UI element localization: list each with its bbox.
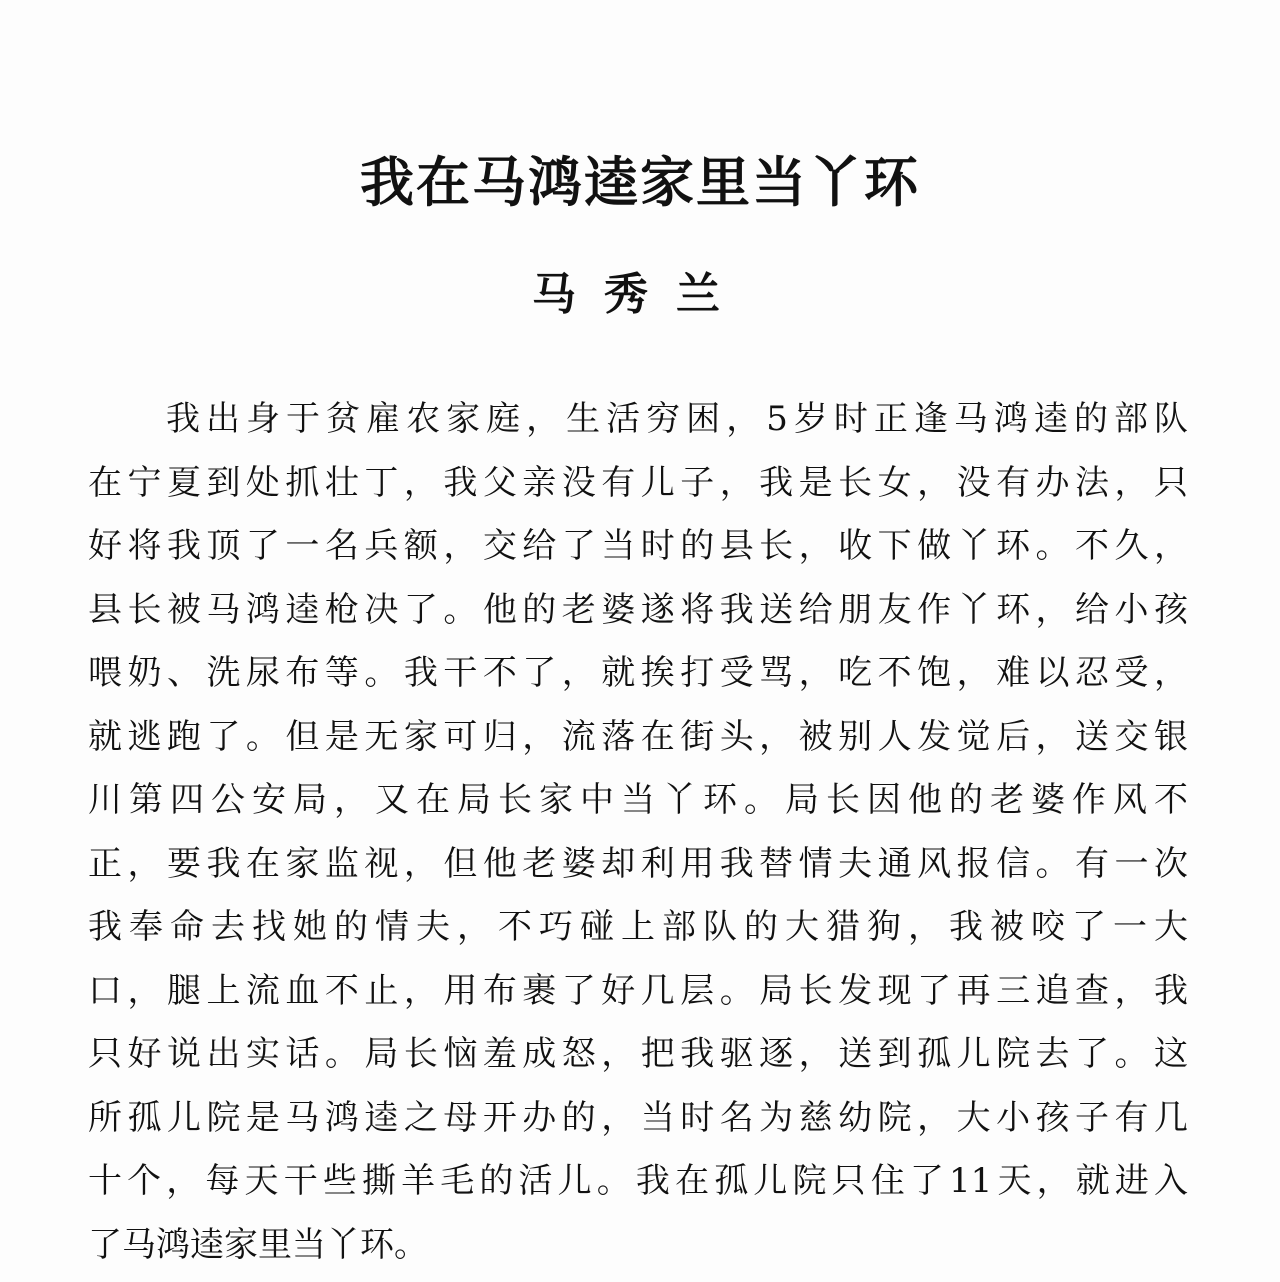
article-title: 我在马鸿逵家里当丫环 <box>360 150 920 214</box>
paragraph-line: 正，要我在家监视，但他老婆却利用我替情夫通风报信。有一次 <box>88 843 1188 884</box>
paragraph-line: 口，腿上流血不止，用布裹了好几层。局长发现了再三追查，我 <box>88 970 1188 1011</box>
author-name: 马秀兰 <box>532 269 748 320</box>
article-body <box>88 388 1188 1277</box>
paragraph-line: 川第四公安局，又在局长家中当丫环。局长因他的老婆作风不 <box>88 780 1188 820</box>
paragraph-line: 只好说出实话。局长恼羞成怒，把我驱逐，送到孤儿院去了。这 <box>88 1034 1188 1074</box>
paragraph-line: 喂奶、洗尿布等。我干不了，就挨打受骂，吃不饱，难以忍受， <box>88 653 1188 693</box>
paragraph-line: 十个，每天干些撕羊毛的活儿。我在孤儿院只住了11天，就进入 <box>88 1161 1188 1201</box>
paragraph-line: 我出身于贫雇农家庭，生活穷困，5岁时正逢马鸿逵的部队 <box>166 399 1188 439</box>
paragraph-line: 了马鸿逵家里当丫环。 <box>88 1224 428 1265</box>
paragraph-line: 所孤儿院是马鸿逵之母开办的，当时名为慈幼院，大小孩子有几 <box>88 1097 1188 1138</box>
paragraph-line: 在宁夏到处抓壮丁，我父亲没有儿子，我是长女，没有办法，只 <box>88 462 1188 503</box>
paragraph-line: 就逃跑了。但是无家可归，流落在街头，被别人发觉后，送交银 <box>88 716 1188 757</box>
paragraph-line: 好将我顶了一名兵额，交给了当时的县长，收下做丫环。不久， <box>88 526 1188 566</box>
paragraph-line: 我奉命去找她的情夫，不巧碰上部队的大猎狗，我被咬了一大 <box>88 907 1188 947</box>
paragraph-line: 县长被马鸿逵枪决了。他的老婆遂将我送给朋友作丫环，给小孩 <box>88 589 1188 630</box>
